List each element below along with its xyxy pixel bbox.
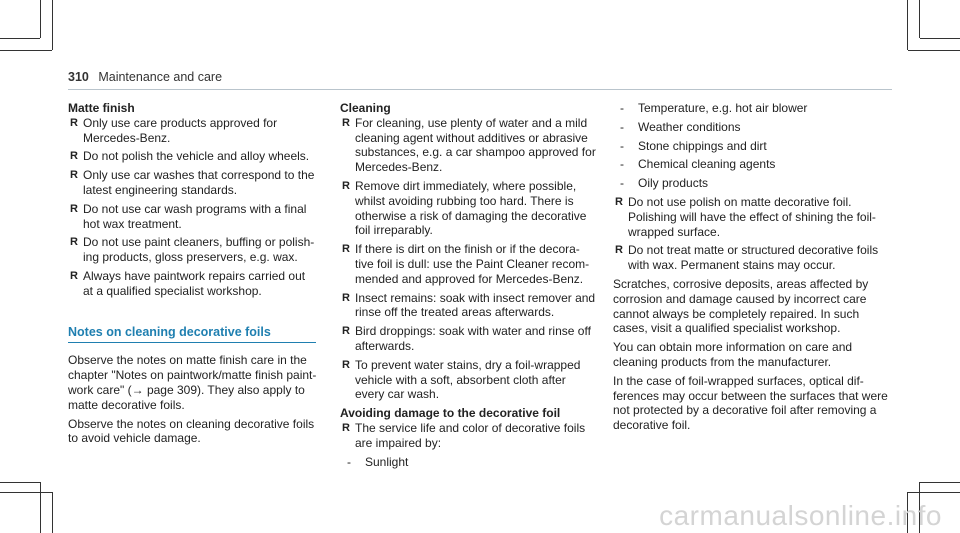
paragraph: Scratches, corrosive deposits, areas affected by corrosion and damage caused by incorrect care cannot always be completely repaired. In such cases, visit a qualified specialist workshop. xyxy=(613,276,869,336)
dash-item xyxy=(613,176,888,191)
crop-mark xyxy=(907,0,908,50)
column-middle xyxy=(340,101,598,473)
column-left xyxy=(68,101,318,450)
list-item-text: Do not polish the vehicle and alloy wheels. xyxy=(83,149,310,164)
crop-mark xyxy=(0,38,40,39)
bullet-icon: R xyxy=(615,244,623,257)
list-item-text: Always have paintwork repairs carried out at a qualified specialist workshop. xyxy=(83,268,306,298)
list-item-text: To prevent water stains, dry a foil-wrapped vehicle with a soft, absorbent cloth after every car wash. xyxy=(355,357,581,402)
crop-mark xyxy=(40,0,41,38)
paragraph: You can obtain more information on care and cleaning products from the manufacturer. xyxy=(613,340,853,369)
dash-icon: - xyxy=(620,119,624,134)
list-item-text: Bird droppings: soak with water and rinse off afterwards. xyxy=(355,324,591,353)
list-item xyxy=(68,168,318,198)
section-title: Maintenance and care xyxy=(98,70,223,84)
crop-mark xyxy=(919,0,920,38)
dash-icon: - xyxy=(347,454,351,469)
factor-list xyxy=(613,101,888,191)
list-item xyxy=(68,202,318,232)
bullet-icon: R xyxy=(342,325,350,338)
crop-mark xyxy=(908,492,960,493)
header-divider xyxy=(68,89,892,90)
dash-icon: - xyxy=(620,138,624,153)
dash-item-text: Stone chippings and dirt xyxy=(638,138,767,153)
list-item xyxy=(340,116,598,175)
crop-mark xyxy=(52,492,53,533)
crop-mark xyxy=(40,482,41,533)
dash-item xyxy=(613,139,888,154)
cleaning-heading: Cleaning xyxy=(340,101,391,115)
list-item xyxy=(340,421,598,451)
bullet-icon: R xyxy=(342,358,350,371)
crop-mark xyxy=(920,482,960,483)
crop-mark xyxy=(920,38,960,39)
list-item xyxy=(340,291,598,321)
notes-heading: Notes on cleaning decorative foils xyxy=(68,325,316,344)
list-item xyxy=(340,358,598,402)
bullet-icon: R xyxy=(70,116,78,129)
list-item xyxy=(68,235,318,265)
cleaning-list xyxy=(340,116,598,402)
list-item xyxy=(340,242,598,286)
dash-icon: - xyxy=(620,157,624,172)
dash-item-text: Sunlight xyxy=(365,454,409,469)
bullet-icon: R xyxy=(70,202,78,215)
matte-finish-heading: Matte finish xyxy=(68,101,135,115)
list-item xyxy=(68,116,318,146)
list-item xyxy=(68,149,318,164)
bullet-icon: R xyxy=(70,236,78,249)
bullet-icon: R xyxy=(342,179,350,192)
list-item xyxy=(340,324,598,354)
dash-item-text: Chemical cleaning agents xyxy=(638,157,776,172)
list-item-text: Only use car washes that correspond to the latest engineering standards. xyxy=(83,168,315,197)
dash-item xyxy=(340,455,598,470)
bullet-icon: R xyxy=(615,195,623,208)
dash-item xyxy=(613,157,888,172)
list-item-text: Do not use car wash programs with a final hot wax treatment. xyxy=(83,201,307,231)
crop-mark xyxy=(908,50,960,51)
avoid-damage-list xyxy=(340,421,598,469)
list-item xyxy=(613,243,888,273)
list-item-text: Do not use paint cleaners, buffing or polish-ing products, gloss preservers, e.g. wax. xyxy=(83,235,315,265)
bullet-icon: R xyxy=(70,169,78,182)
list-item-text: If there is dirt on the finish or if the decora-tive foil is dull: use the Paint Cleaner recom-mended and approved for Mercedes-Benz. xyxy=(355,242,590,286)
dash-item-text: Oily products xyxy=(638,176,709,191)
watermark: carmanualsonline.info xyxy=(659,500,942,531)
column-right xyxy=(613,101,888,437)
dash-item xyxy=(613,101,888,116)
matte-foil-list xyxy=(613,195,888,273)
paragraph: In the case of foil-wrapped surfaces, optical dif-ferences may occur between the surfaces that were not protected by a decorative foil after removing a decorative foil. xyxy=(613,373,888,433)
crop-mark xyxy=(0,50,52,51)
list-item xyxy=(68,269,318,299)
bullet-icon: R xyxy=(342,116,350,129)
crop-mark xyxy=(52,0,53,50)
bullet-icon: R xyxy=(342,421,350,434)
bullet-icon: R xyxy=(70,269,78,282)
list-item xyxy=(613,195,888,239)
list-item-text: Do not treat matte or structured decorative foils with wax. Permanent stains may occur. xyxy=(628,243,879,273)
page-number: 310 xyxy=(68,70,89,84)
list-item-text: The service life and color of decorative foils are impaired by: xyxy=(355,420,586,450)
bullet-icon: R xyxy=(342,291,350,304)
list-item-text: For cleaning, use plenty of water and a mild cleaning agent without additives or abrasive substances, e.g. a car shampoo approved for Mercedes-Benz. xyxy=(355,115,596,175)
list-item-text: Do not use polish on matte decorative foil. Polishing will have the effect of shining the foil-wrapped surface. xyxy=(628,194,876,239)
paragraph: Observe the notes on matte finish care in the chapter "Notes on paintwork/matte finish paint-work care" (→ page 309). They also apply to matte decorative foils. xyxy=(68,353,317,412)
list-item-text: Only use care products approved for Mercedes-Benz. xyxy=(83,115,278,145)
bullet-icon: R xyxy=(342,243,350,256)
dash-item xyxy=(613,120,888,135)
list-item xyxy=(340,179,598,238)
page-header xyxy=(68,70,222,84)
dash-item-text: Temperature, e.g. hot air blower xyxy=(638,101,808,115)
crop-mark xyxy=(0,492,52,493)
dash-icon: - xyxy=(620,176,624,191)
crop-mark xyxy=(0,482,40,483)
dash-icon: - xyxy=(620,101,624,115)
list-item-text: Remove dirt immediately, where possible, whilst avoiding rubbing too hard. There is otherwise a risk of damaging the decorative foil irreparably. xyxy=(355,178,587,238)
matte-finish-list xyxy=(68,116,318,299)
list-item-text: Insect remains: soak with insect remover and rinse off the treated areas afterwards. xyxy=(355,290,596,320)
paragraph: Observe the notes on cleaning decorative foils to avoid vehicle damage. xyxy=(68,416,315,446)
bullet-icon: R xyxy=(70,150,78,163)
avoid-damage-heading: Avoiding damage to the decorative foil xyxy=(340,406,561,421)
dash-item-text: Weather conditions xyxy=(638,119,741,134)
